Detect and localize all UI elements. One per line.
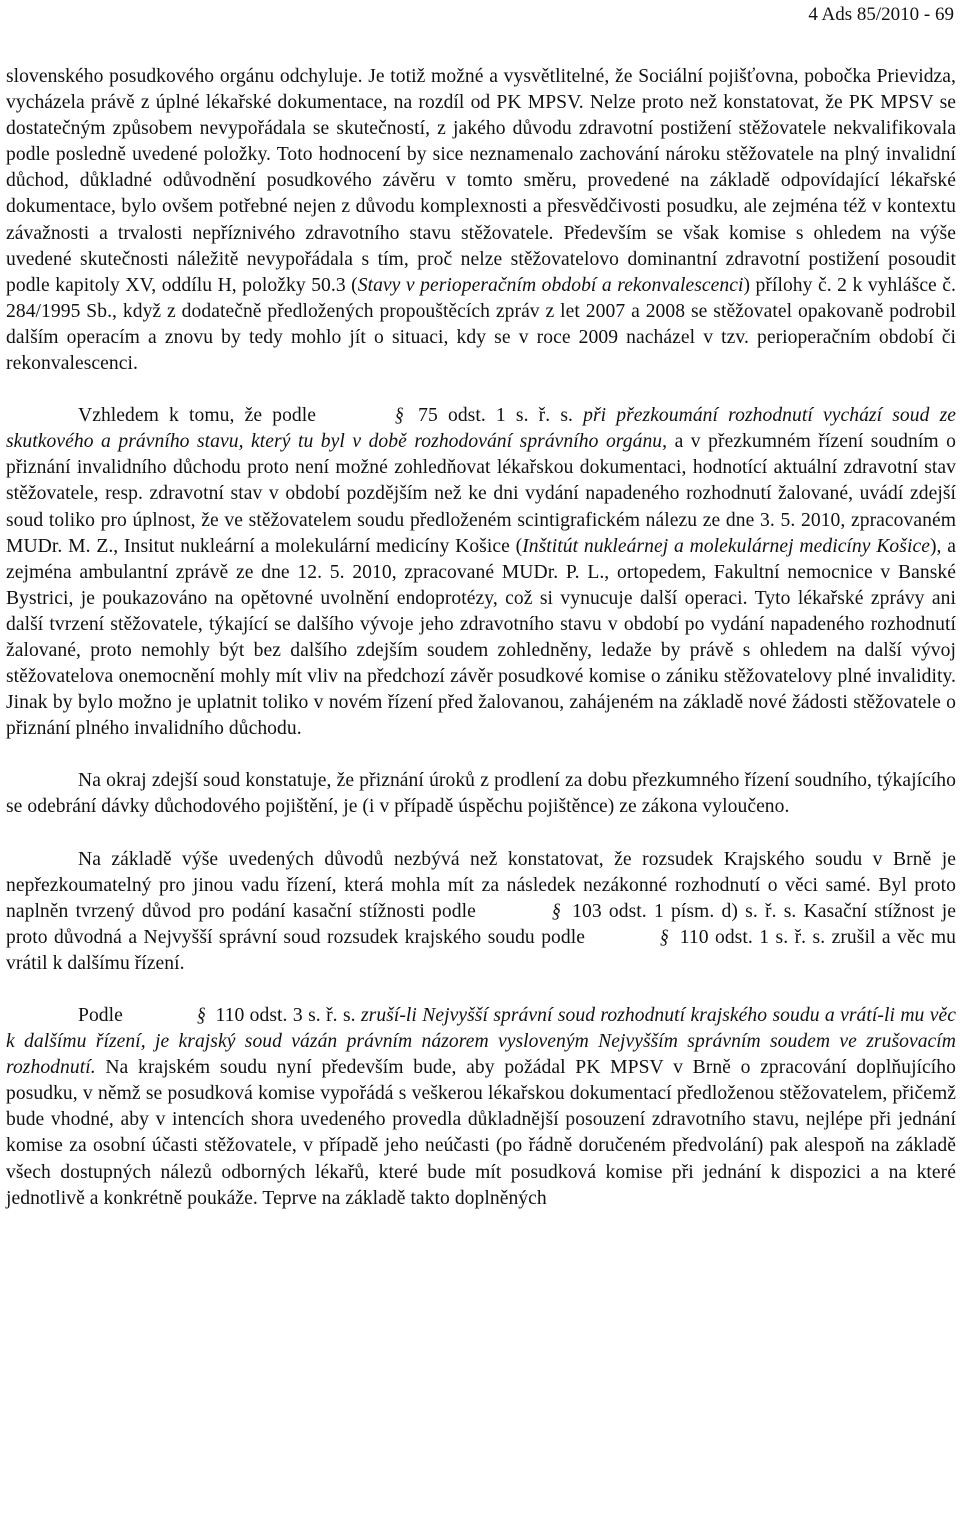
paragraph-3: Na okraj zdejší soud konstatuje, že přiznání úroků z prodlení za dobu přezkumného řízení soudního, týkajícího se odebrání dávky důchodového pojištění, je (i v případě úspěchu pojištěnce) ze zákona vyloučeno. (6, 770, 956, 818)
paragraph-2-part-d: ), a zejména ambulantní zprávě ze dne 12. 5. 2010, zpracované MUDr. P. L., ortopedem, Fakultní nemocnice v Banské Bystrici, je poukazováno na opětovné uvolnění endoprotézy, což si vynucuje další operaci. Tyto lékařské zprávy ani další tvrzení stěžovatele, týkající se dalšího vývoje jeho zdravotního stavu v období po vydání napadeného rozhodnutí žalované, proto nemohly být bez dalšího zdejším soudem zohledněny, ledaže by právě s ohledem na další vývoj stěžovatelova onemocnění mohly mít vliv na předchozí závěr posudkové komise o zániku stěžovatelovy plné invalidity. Jinak by bylo možno je uplatnit toliko v novém řízení před žalovanou, zahájeném na základě nové žádosti stěžovatele o přiznání plného invalidního důchodu. (6, 535, 957, 740)
paragraph-4-part-a: Na základě výše uvedených důvodů nezbývá než konstatovat, že rozsudek Krajského soudu v Brně je nepřezkoumatelný pro jinou vadu řízení, která mohla mít za následek nezákonné rozhodnutí o věci samé. Byl proto naplněn tvrzený důvod pro podání kasační stížnosti podle (6, 848, 956, 922)
paragraph-2-italic: při přezkoumání rozhodnutí vychází soud ze skutkového a právního stavu, který tu byl v době rozhodování správního orgánu (6, 405, 956, 453)
paragraph-1-part-b: Toto hodnocení by sice neznamenalo zachování nároku stěžovatele na plný invalidní důchod, důkladné odůvodnění posudkového závěru v tomto směru, provedené na základě odpovídající lékařské dokumentace, bylo ovšem potřebné nejen z důvodu komplexnosti a přesvědčivosti posudku, ale zejména též v kontextu závažnosti a trvalosti nepříznivého zdravotního stavu stěžovatele. (6, 144, 956, 244)
section-sign-icon: § (395, 405, 404, 427)
paragraph-1-part-c: Především se však komise s ohledem na výše uvedené skutečnosti náležitě nevypořádala s tím, proč nelze stěžovatelovo dominantní zdravotní postižení posoudit podle kapitoly XV, oddílu H, položky 50.3 ( (6, 222, 956, 296)
paragraph-4 (6, 847, 956, 977)
paragraph-5 (6, 1003, 956, 1212)
paragraph-5-part-a: Podle (78, 1005, 129, 1026)
paragraph-4-part-c: 110 odst. 1 s. ř. s. zrušil a věc mu vrátil k dalšímu řízení. (6, 926, 956, 974)
paragraph-1 (6, 64, 956, 377)
paragraph-1-part-a: slovenského posudkového orgánu odchyluje. Je totiž možné a vysvětlitelné, že Sociální pojišťovna, pobočka Prievidza, vycházela právě z úplné lékařské dokumentace, na rozdíl od PK MPSV. Nelze proto než konstatovat, že PK MPSV se dostatečným způsobem nevypořádala se skutečností, z jakého důvodu zdravotní postižení stěžovatele nekvalifikovala podle posledně uvedené položky. (6, 66, 956, 166)
paragraph-2-part-c: , a v přezkumném řízení soudním o přiznání invalidního důchodu proto není možné zohledňovat lékařskou dokumentaci, hodnotící aktuální zdravotní stav stěžovatele, resp. zdravotní stav v období pozdějším než ke dni vydání napadeného rozhodnutí žalované, uvádí zdejší soud toliko pro úplnost, že ve stěžovatelem soudu předloženém scintigrafickém nálezu ze dne 3. 5. 2010, zpracovaném MUDr. M. Z., Insitut nukleární a molekulární medicíny Košice ( (6, 431, 956, 557)
document-body (6, 64, 956, 1212)
paragraph-5-italic: zruší-li Nejvyšší správní soud rozhodnutí krajského soudu a vrátí-li mu věc k dalšímu řízení, je krajský soud vázán právním názorem vysloveným Nejvyšším správním soudem ve zrušovacím rozhodnutí. (6, 1005, 956, 1079)
section-sign-icon: § (197, 1005, 207, 1026)
section-sign-icon: § (551, 900, 561, 922)
paragraph-1-part-d: ) přílohy č. 2 k vyhlášce č. 284/1995 Sb., když z dodatečně předložených propouštěcích zpráv z let 2007 a 2008 se stěžovatel opakovaně podrobil dalším operacím a znovu by tedy mohlo jít o situaci, kdy se v roce 2009 nacházel v tzv. perioperačním období či rekonvalescenci. (6, 274, 956, 375)
section-sign-icon: § (660, 926, 670, 948)
paragraph-5-part-b: 110 odst. 3 s. ř. s. (210, 1005, 361, 1026)
paragraph-4-part-b: 103 odst. 1 písm. d) s. ř. s. Kasační stížnost je proto důvodná a Nejvyšší správní soud rozsudek krajského soudu podle (6, 900, 956, 948)
paragraph-2-part-a: Vzhledem k tomu, že podle (78, 405, 327, 427)
paragraph-2 (6, 403, 956, 742)
paragraph-2-part-b: 75 odst. 1 s. ř. s. (408, 405, 584, 427)
paragraph-2-italic-2: Inštitút nukleárnej a molekulárnej medicíny Košice (522, 535, 930, 557)
case-number-header: 4 Ads 85/2010 - 69 (808, 4, 954, 25)
paragraph-1-italic: Stavy v perioperačním období a rekonvalescenci (357, 274, 744, 296)
paragraph-5-part-c: Na krajském soudu nyní především bude, aby požádal PK MPSV v Brně o zpracování doplňujícího posudku, v němž se posudková komise vypořádá s veškerou lékařskou dokumentací předloženou stěžovatelem, přičemž bude vhodné, aby v intencích shora uvedeného provedla důkladnější posouzení zdravotního stavu, nejlépe při jednání komise za osobní účasti stěžovatele, v případě jeho neúčasti (po řádně doručeném předvolání) pak alespoň na základě všech dostupných nálezů odborných lékařů, které bude mít posudková komise při jednání k dispozici a na které jednotlivě a konkrétně poukáže. Teprve na základě takto doplněných (6, 1057, 956, 1209)
